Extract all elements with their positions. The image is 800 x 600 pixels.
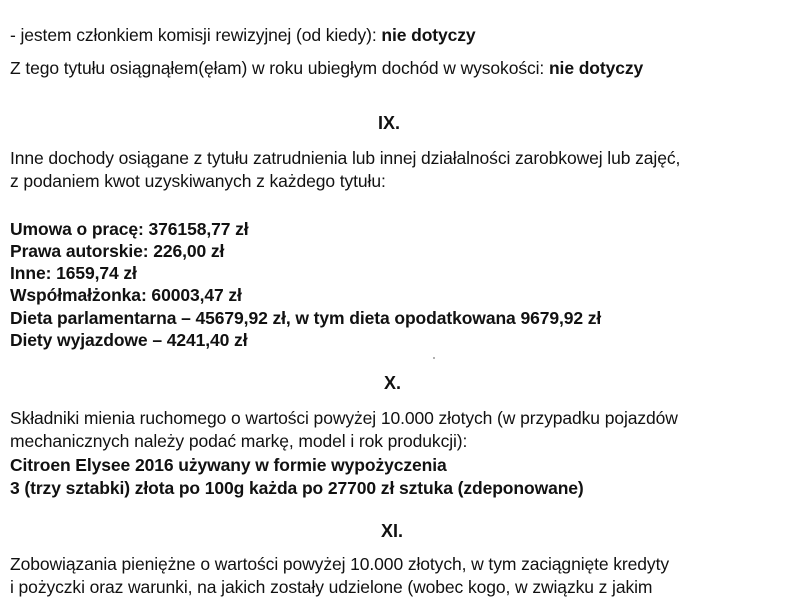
movable-item-car: Citroen Elysee 2016 używany w formie wypożyczenia <box>10 455 447 475</box>
audit-committee-label: - jestem członkiem komisji rewizyjnej (od kiedy): <box>10 25 377 45</box>
section-10-heading: X. <box>384 373 402 393</box>
audit-committee-value: nie dotyczy <box>381 25 476 45</box>
income-item-copyright: Prawa autorskie: 226,00 zł <box>10 241 225 261</box>
income-item-spouse: Współmałżonka: 60003,47 zł <box>10 285 242 305</box>
section-9-description-1: Inne dochody osiągane z tytułu zatrudnienia lub innej działalności zarobkowej lub zajęć, <box>10 148 681 168</box>
income-item-other: Inne: 1659,74 zł <box>10 263 137 283</box>
section-10-description-1: Składniki mienia ruchomego o wartości powyżej 10.000 złotych (w przypadku pojazdów <box>10 408 678 428</box>
section-11-description-1: Zobowiązania pieniężne o wartości powyżej 10.000 złotych, w tym zaciągnięte kredyty <box>10 554 669 574</box>
section-9-heading: IX. <box>378 113 401 133</box>
movable-item-gold: 3 (trzy sztabki) złota po 100g każda po 27700 zł sztuka (zdeponowane) <box>10 478 584 498</box>
income-item-parliamentary-allowance: Dieta parlamentarna – 45679,92 zł, w tym dieta opodatkowana 9679,92 zł <box>10 308 602 328</box>
scan-speck <box>433 357 435 359</box>
income-item-employment: Umowa o pracę: 376158,77 zł <box>10 219 249 239</box>
section-9-description-2: z podaniem kwot uzyskiwanych z każdego tytułu: <box>10 171 386 191</box>
section-10-description-2: mechanicznych należy podać markę, model i rok produkcji): <box>10 431 468 451</box>
audit-committee-line <box>10 25 476 46</box>
income-item-travel-allowance: Diety wyjazdowe – 4241,40 zł <box>10 330 248 350</box>
audit-income-line <box>10 58 643 79</box>
section-11-heading: XI. <box>381 521 404 541</box>
audit-income-value: nie dotyczy <box>548 58 644 78</box>
audit-income-label: Z tego tytułu osiągnąłem(ęłam) w roku ubiegłym dochód w wysokości: <box>10 58 545 78</box>
section-11-description-2: i pożyczki oraz warunki, na jakich zostały udzielone (wobec kogo, w związku z jakim <box>10 577 653 597</box>
